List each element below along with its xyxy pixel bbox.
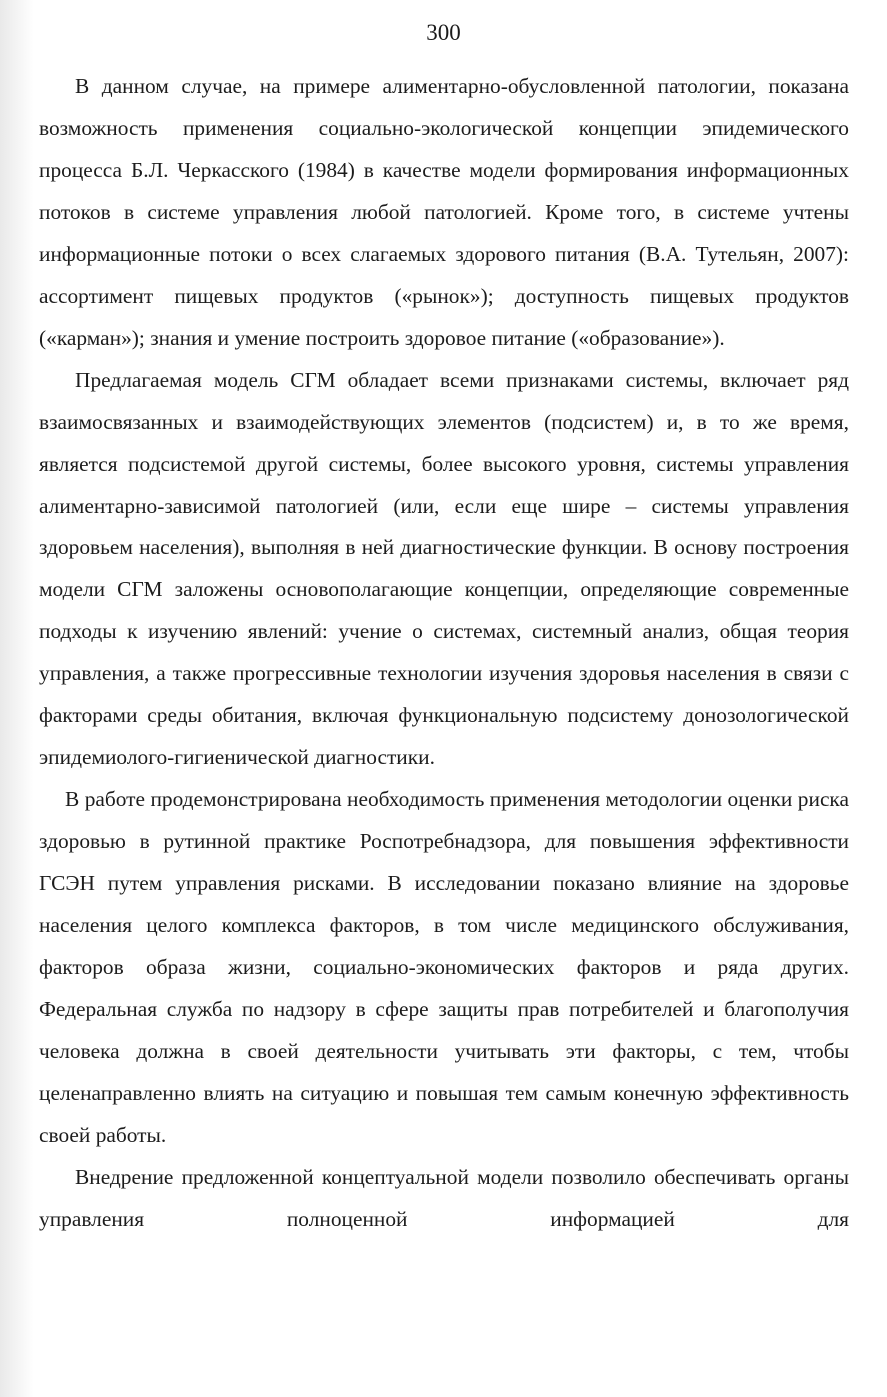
paragraph-model-implementation: Внедрение предложенной концептуальной модели позволило обеспечивать органы управления полноценной информацией для	[39, 1164, 849, 1231]
paragraph-alimentary-pathology: В данном случае, на примере алиментарно-обусловленной патологии, показана возможность применения социально-экологической концепции эпидемического процесса Б.Л. Черкасского (1984) в качестве модели формирования информационных потоков в системе управления любой патологией. Кроме того, в системе учтены информационные потоки о всех слагаемых здорового питания (В.А. Тутельян, 2007): ассортимент пищевых продуктов («рынок»); доступность пищевых продуктов («карман»); знания и умение построить здоровое питание («образование»).	[39, 74, 849, 350]
paragraph-sgm-model: Предлагаемая модель СГМ обладает всеми признаками системы, включает ряд взаимосвязанных и взаимодействующих элементов (подсистем) и, в то же время, является подсистемой другой системы, более высокого уровня, системы управления алиментарно-зависимой патологией (или, если еще шире – системы управления здоровьем населения), выполняя в ней диагностические функции. В основу построения модели СГМ заложены основополагающие концепции, определяющие современные подходы к изучению явлений: учение о системах, системный анализ, общая теория управления, а также прогрессивные технологии изучения здоровья населения в связи с факторами среды обитания, включая функциональную подсистему донозологической эпидемиолого-гигиенической диагностики.	[39, 367, 849, 770]
scan-edge-shadow	[0, 0, 34, 1397]
page-number: 300	[426, 20, 461, 45]
body-text	[39, 66, 849, 1241]
paragraph-risk-assessment: В работе продемонстрирована необходимость применения методологии оценки риска здоровью в рутинной практике Роспотребнадзора, для повышения эффективности ГСЭН путем управления рисками. В исследовании показано влияние на здоровье населения целого комплекса факторов, в том числе медицинского обслуживания, факторов образа жизни, социально-экономических факторов и ряда других. Федеральная служба по надзору в сфере защиты прав потребителей и благополучия человека должна в своей деятельности учитывать эти факторы, с тем, чтобы целенаправленно влиять на ситуацию и повышая тем самым конечную эффективность своей работы.	[39, 787, 849, 1147]
